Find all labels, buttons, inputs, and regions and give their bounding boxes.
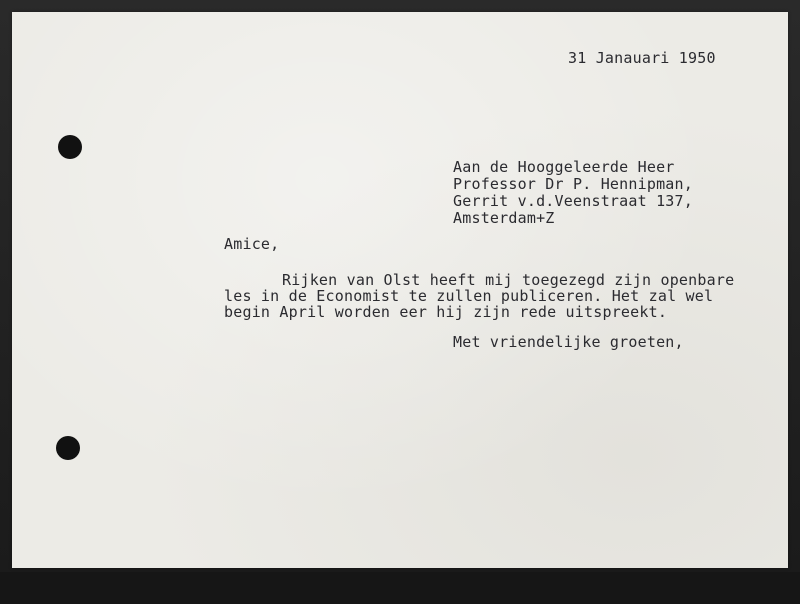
body-line-1: Rijken van Olst heeft mij toegezegd zijn openbare [282,271,735,289]
punch-hole-top [58,135,82,159]
address-line-4: Amsterdam+Z [453,209,555,227]
closing: Met vriendelijke groeten, [453,333,684,351]
letter-date: 31 Janauari 1950 [568,49,716,67]
body-line-2: les in de Economist te zullen publiceren. Het zal wel [224,287,714,305]
scan-bottom-edge [0,572,800,604]
salutation: Amice, [224,235,280,253]
address-line-2: Professor Dr P. Hennipman, [453,175,693,193]
body-line-3: begin April worden eer hij zijn rede uitspreekt. [224,303,668,321]
address-line-1: Aan de Hooggeleerde Heer [453,158,675,176]
address-line-3: Gerrit v.d.Veenstraat 137, [453,192,693,210]
punch-hole-bottom [56,436,80,460]
